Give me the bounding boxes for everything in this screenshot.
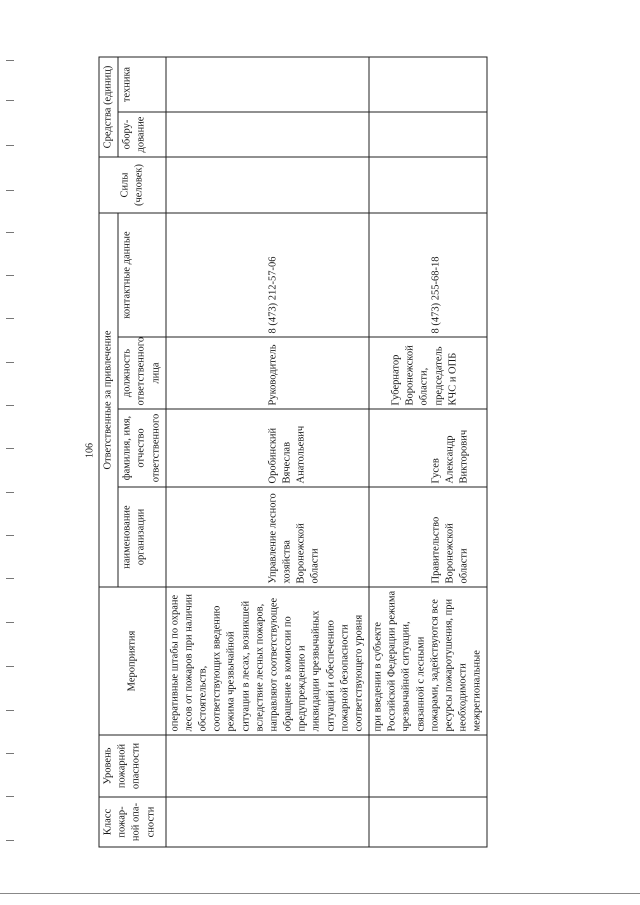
cell-contacts: 8 (473) 212-57-06 — [166, 213, 369, 337]
header-means: Средства (единиц) — [99, 57, 118, 157]
table-row — [369, 57, 487, 847]
table-row — [166, 57, 369, 847]
rotated-content — [83, 57, 598, 847]
cell-measures: при введении в субъекте Российской Федерации режима чрезвычайной ситуации, связанной с лесными пожарами, задействуются все ресурсы пожаротушения, при необходимости межрегиональные — [369, 587, 487, 735]
header-org: наименование организации — [118, 487, 166, 587]
header-level: Уровень пожарной опасности — [99, 735, 166, 797]
cell-forces — [369, 157, 487, 213]
header-position: должность ответственного лица — [118, 337, 166, 409]
cell-machinery — [369, 57, 487, 112]
header-machinery: техника — [118, 57, 166, 112]
fire-measures-table — [99, 56, 488, 847]
cell-machinery — [166, 57, 369, 112]
cell-measures: оперативные штабы по охране лесов от пожаров при наличии обстоятельств, соответствующих введению режима чрезвычайной ситуации в лесах, возникшей вследствие лесных пожаров, направляют соответствующее обращение в комиссии по предупреждению и ликвидации чрезвычайных ситуаций и обеспечению пожарной безопасности соответствующего уровня — [166, 587, 369, 735]
cell-equipment — [369, 112, 487, 157]
cell-position: Губернатор Воронежской области, председатель КЧС и ОПБ — [369, 337, 487, 409]
header-contacts: контактные данные — [118, 213, 166, 337]
cell-equipment — [166, 112, 369, 157]
cell-forces — [166, 157, 369, 213]
cell-contacts: 8 (473) 255-68-18 — [369, 213, 487, 337]
cell-class — [166, 797, 369, 847]
header-forces: Силы (человек) — [99, 157, 166, 213]
cell-fio: Оробинский Вячеслав Анатольевич — [166, 409, 369, 487]
header-equipment: обору-дование — [118, 112, 166, 157]
cell-level — [166, 735, 369, 797]
cell-org: Правительство Воронежской области — [369, 487, 487, 587]
cell-class — [369, 797, 487, 847]
page-number: 106 — [84, 442, 96, 458]
header-fio: фамилия, имя, отчество ответственного — [118, 409, 166, 487]
header-measures: Мероприятия — [99, 587, 166, 735]
cell-level — [369, 735, 487, 797]
header-class: Класс пожар-ной опа-сности — [99, 797, 166, 847]
header-responsible: Ответственные за привлечение — [99, 213, 118, 587]
cell-position: Руководитель — [166, 337, 369, 409]
cell-org: Управление лесного хозяйства Воронежской области — [166, 487, 369, 587]
cell-fio: Гусев Александр Викторович — [369, 409, 487, 487]
